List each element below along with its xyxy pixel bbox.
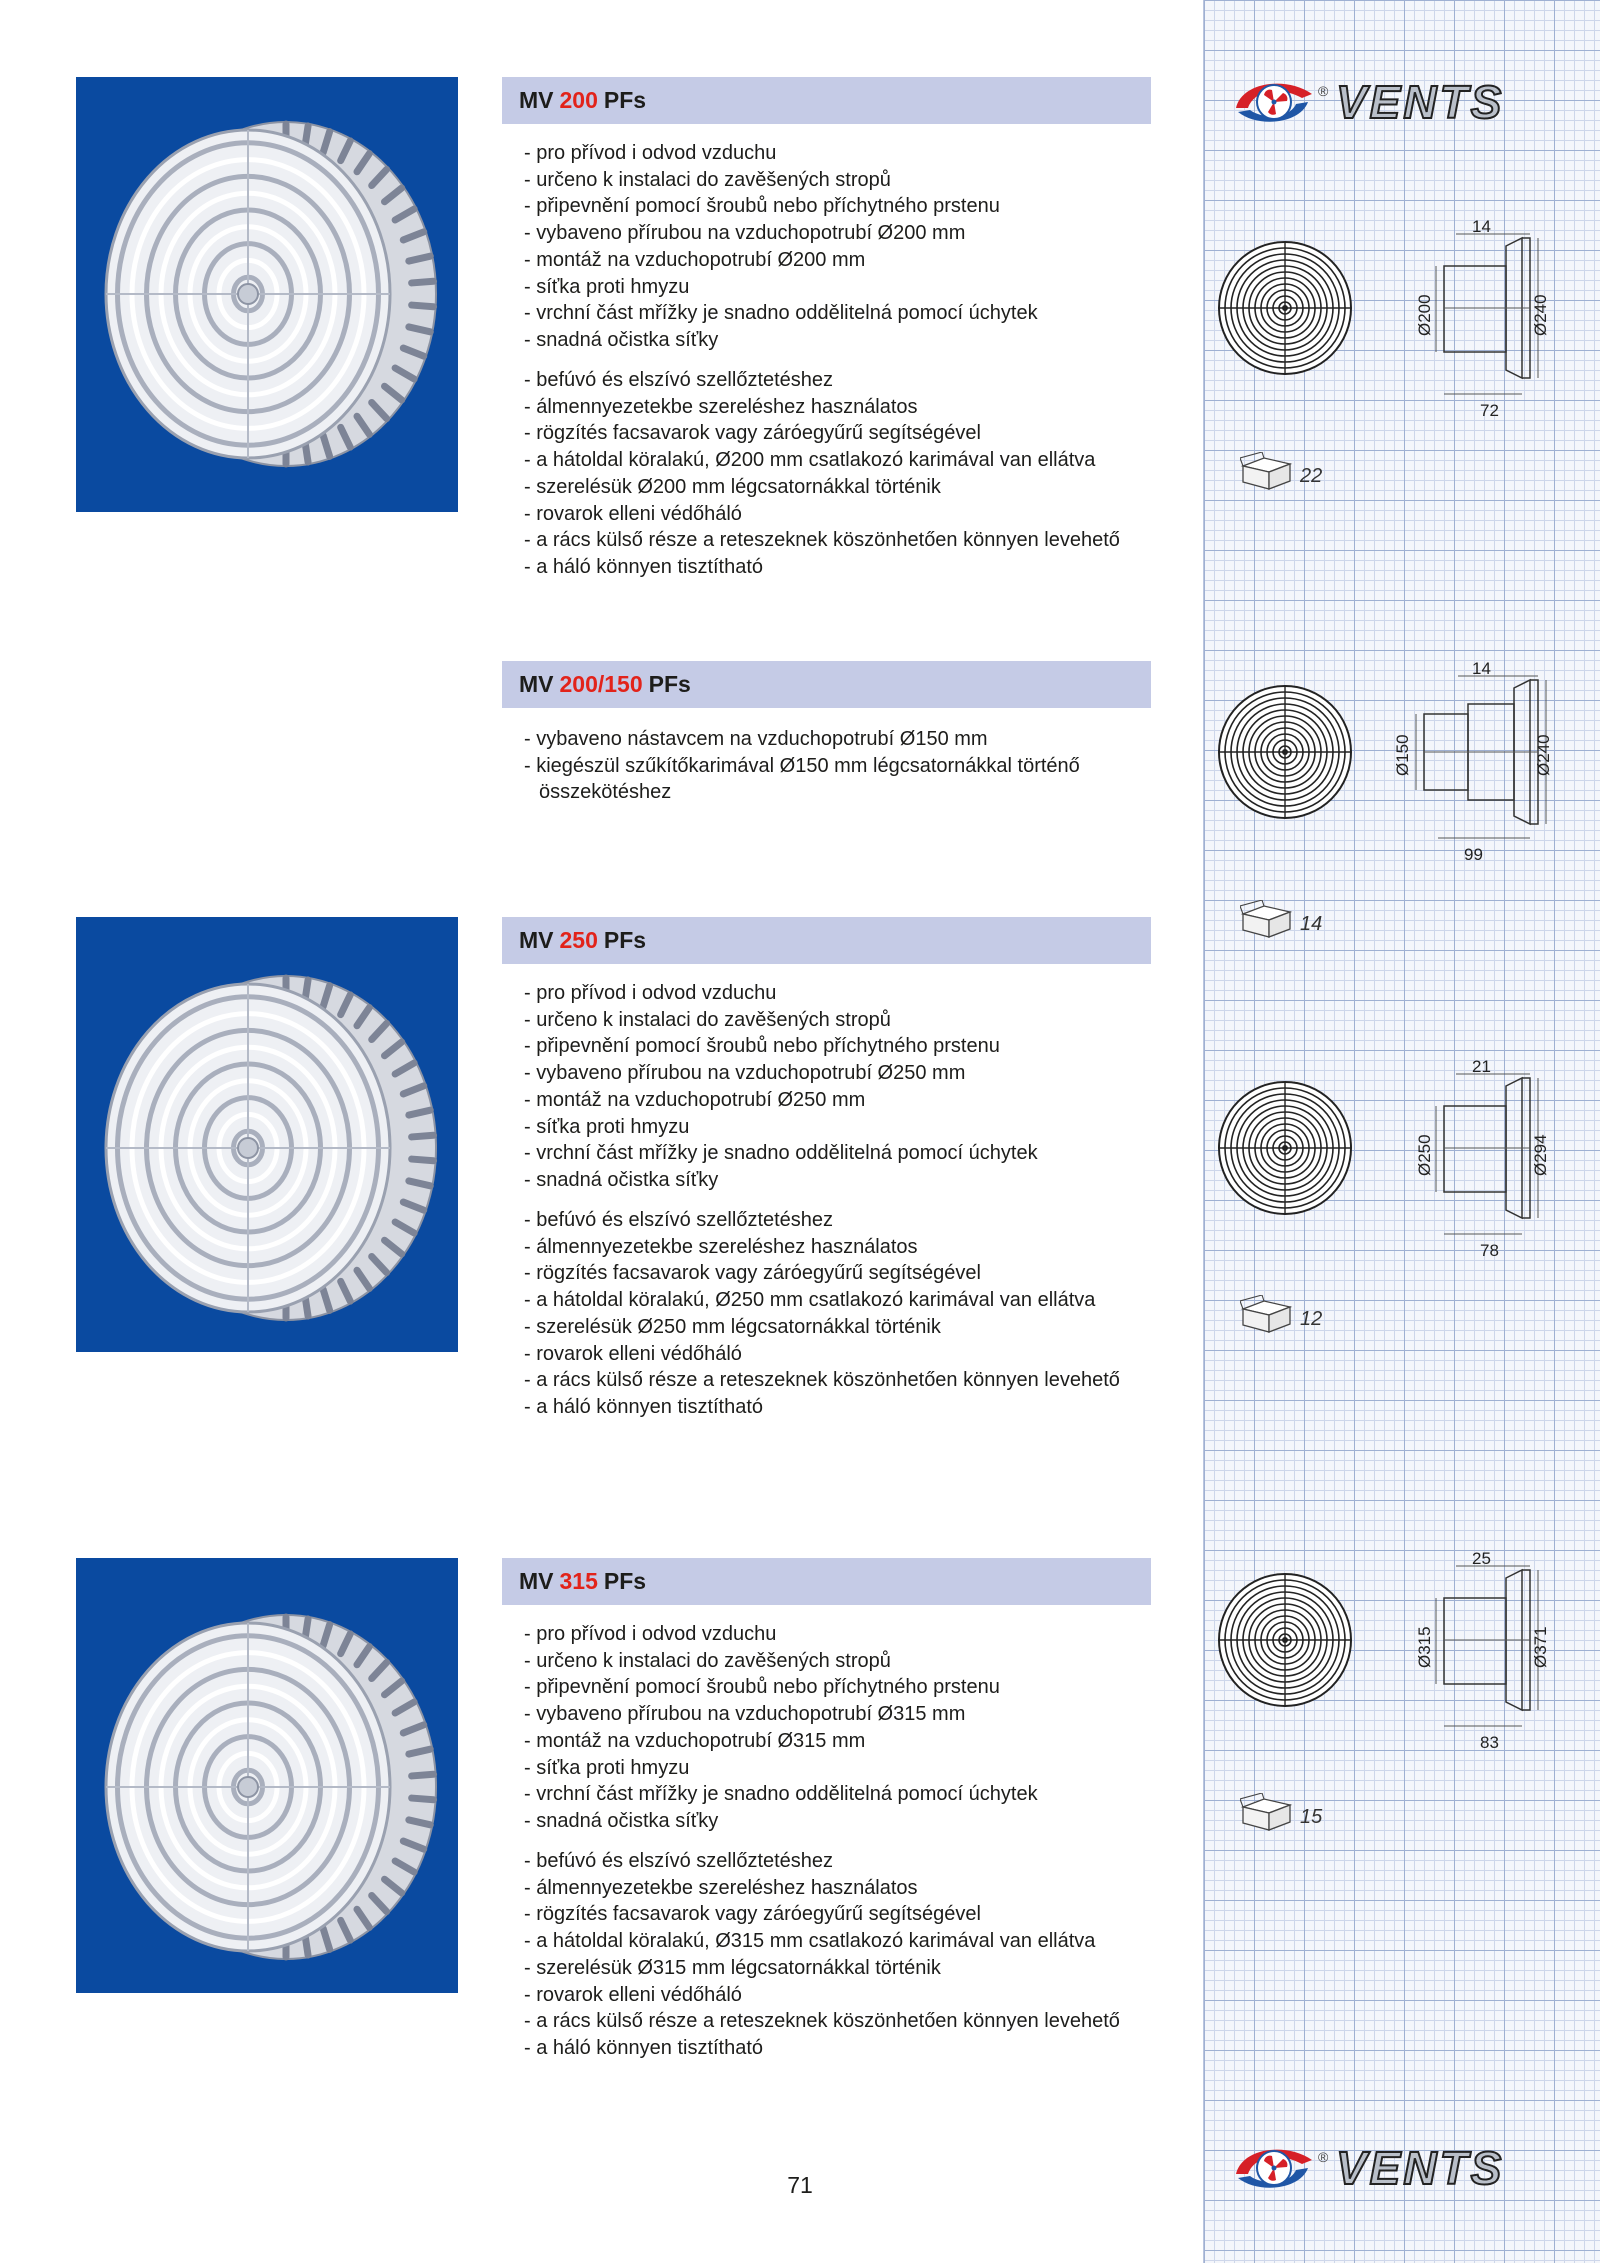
feature-item: - snadná očistka síťky [524, 1167, 1164, 1194]
diffuser-photo [76, 77, 458, 512]
feature-item: - szerelésük Ø250 mm légcsatornákkal történik [524, 1314, 1164, 1341]
feature-item: - pro přívod i odvod vzduchu [524, 980, 1164, 1007]
feature-item: - síťka proti hmyzu [524, 1755, 1164, 1782]
feature-item: - kiegészül szűkítőkarimával Ø150 mm légcsatornákkal történő összekötéshez [524, 753, 1154, 806]
model-prefix: MV [519, 1568, 554, 1594]
feature-item: - rovarok elleni védőháló [524, 1982, 1164, 2009]
brand-wordmark: VENTS [1336, 76, 1505, 127]
dim-inner-diameter: Ø250 [1415, 1134, 1434, 1176]
box-icon [1240, 900, 1290, 937]
product-title-mv200 [502, 77, 1151, 124]
dim-depth: 99 [1464, 845, 1483, 864]
dim-outer-diameter: Ø240 [1531, 294, 1550, 336]
feature-item: - álmennyezetekbe szereléshez használatos [524, 394, 1164, 421]
feature-item: - a rács külső része a reteszeknek köszönhetően könnyen levehető [524, 527, 1164, 554]
feature-item: - szerelésük Ø200 mm légcsatornákkal történik [524, 474, 1164, 501]
feature-item: - vrchní část mřížky je snadno oddělitelná pomocí úchytek [524, 300, 1164, 327]
feature-list-cz-mv200 [524, 140, 1164, 354]
feature-item: - vrchní část mřížky je snadno oddělitelná pomocí úchytek [524, 1140, 1164, 1167]
dim-depth: 83 [1480, 1733, 1499, 1752]
dim-outer-diameter: Ø371 [1531, 1626, 1550, 1668]
feature-item: - rögzítés facsavarok vagy záróegyűrű segítségével [524, 1260, 1164, 1287]
product-photo-mv200 [76, 77, 458, 512]
feature-item: - rögzítés facsavarok vagy záróegyűrű segítségével [524, 420, 1164, 447]
feature-item: - a hátoldal köralakú, Ø200 mm csatlakozó karimával van ellátva [524, 447, 1164, 474]
box-quantity-mv250 [1240, 1295, 1330, 1335]
feature-item: - určeno k instalaci do zavěšených stropů [524, 1007, 1164, 1034]
dim-flange: 14 [1472, 217, 1491, 236]
feature-item: - určeno k instalaci do zavěšených stropů [524, 167, 1164, 194]
technical-drawing-mv200 [1212, 208, 1582, 420]
feature-item: - montáž na vzduchopotrubí Ø200 mm [524, 247, 1164, 274]
side-view-drawing [1436, 234, 1538, 394]
feature-item: - a rács külső része a reteszeknek köszönhetően könnyen levehető [524, 2008, 1164, 2035]
feature-list-hu-mv200 [524, 367, 1164, 581]
feature-item: - a hátoldal köralakú, Ø250 mm csatlakozó karimával van ellátva [524, 1287, 1164, 1314]
dim-inner-diameter: Ø200 [1415, 294, 1434, 336]
registered-mark: ® [1318, 83, 1329, 99]
feature-item: - befúvó és elszívó szellőztetéshez [524, 1848, 1164, 1875]
page-number: 71 [787, 2172, 813, 2198]
feature-item: - a rács külső része a reteszeknek köszönhetően könnyen levehető [524, 1367, 1164, 1394]
brand-wordmark: VENTS [1336, 2142, 1505, 2193]
technical-drawing-mv315 [1212, 1540, 1582, 1752]
model-suffix: PFs [648, 671, 691, 697]
product-title-mv200-150 [502, 661, 1151, 708]
box-icon [1240, 1793, 1290, 1830]
feature-list-hu-mv315 [524, 1848, 1164, 2062]
feature-item: - montáž na vzduchopotrubí Ø250 mm [524, 1087, 1164, 1114]
vents-logo-bottom [1228, 2138, 1568, 2193]
product-title-mv315 [502, 1558, 1151, 1605]
feature-item: - síťka proti hmyzu [524, 1114, 1164, 1141]
dim-inner-diameter: Ø315 [1415, 1626, 1434, 1668]
side-view-drawing [1436, 1566, 1538, 1726]
model-size: 200/150 [559, 671, 643, 697]
feature-list-cz-mv250 [524, 980, 1164, 1194]
dim-depth: 72 [1480, 401, 1499, 420]
registered-mark: ® [1318, 2149, 1329, 2165]
feature-item: - vybaveno přírubou na vzduchopotrubí Ø200 mm [524, 220, 1164, 247]
dim-outer-diameter: Ø294 [1531, 1134, 1550, 1176]
feature-item: - a háló könnyen tisztítható [524, 554, 1164, 581]
diffuser-photo [76, 917, 458, 1352]
front-view-drawing [1219, 1082, 1351, 1214]
feature-item: - vrchní část mřížky je snadno oddělitelná pomocí úchytek [524, 1781, 1164, 1808]
model-prefix: MV [519, 671, 554, 697]
model-prefix: MV [519, 87, 554, 113]
feature-item: - álmennyezetekbe szereléshez használatos [524, 1875, 1164, 1902]
product-photo-mv315 [76, 1558, 458, 1993]
diffuser-photo [76, 1558, 458, 1993]
front-view-drawing [1219, 686, 1351, 818]
feature-list-cz-mv315 [524, 1621, 1164, 1835]
feature-item: - rovarok elleni védőháló [524, 1341, 1164, 1368]
product-photo-mv250 [76, 917, 458, 1352]
front-view-drawing [1219, 1574, 1351, 1706]
feature-item: - síťka proti hmyzu [524, 274, 1164, 301]
dim-flange: 21 [1472, 1057, 1491, 1076]
technical-drawing-mv200-150 [1212, 652, 1582, 864]
feature-item: - szerelésük Ø315 mm légcsatornákkal történik [524, 1955, 1164, 1982]
feature-item: - vybaveno nástavcem na vzduchopotrubí Ø150 mm [524, 726, 1154, 753]
diffuser-grille [106, 130, 390, 458]
model-size: 200 [559, 87, 598, 113]
feature-list-hu-mv250 [524, 1207, 1164, 1421]
feature-item: - álmennyezetekbe szereléshez használatos [524, 1234, 1164, 1261]
feature-list-mv200-150 [524, 726, 1154, 806]
feature-item: - připevnění pomocí šroubů nebo příchytného prstenu [524, 1033, 1164, 1060]
feature-item: - vybaveno přírubou na vzduchopotrubí Ø315 mm [524, 1701, 1164, 1728]
dim-outer-diameter: Ø240 [1534, 734, 1553, 776]
feature-item: - pro přívod i odvod vzduchu [524, 140, 1164, 167]
feature-item: - a háló könnyen tisztítható [524, 2035, 1164, 2062]
feature-item: - vybaveno přírubou na vzduchopotrubí Ø250 mm [524, 1060, 1164, 1087]
feature-item: - pro přívod i odvod vzduchu [524, 1621, 1164, 1648]
feature-item: - rovarok elleni védőháló [524, 501, 1164, 528]
model-suffix: PFs [603, 1568, 647, 1594]
side-view-drawing [1416, 676, 1546, 838]
diffuser-grille [106, 984, 390, 1312]
model-size: 315 [559, 1568, 598, 1594]
vents-logo-top [1228, 72, 1568, 127]
feature-item: - snadná očistka síťky [524, 327, 1164, 354]
feature-item: - a hátoldal köralakú, Ø315 mm csatlakozó karimával van ellátva [524, 1928, 1164, 1955]
feature-item: - befúvó és elszívó szellőztetéshez [524, 1207, 1164, 1234]
box-quantity-mv315 [1240, 1793, 1330, 1833]
box-icon [1240, 452, 1290, 489]
feature-item: - snadná očistka síťky [524, 1808, 1164, 1835]
box-quantity-value: 15 [1300, 1806, 1323, 1828]
side-view-drawing [1436, 1074, 1538, 1234]
feature-item: - befúvó és elszívó szellőztetéshez [524, 367, 1164, 394]
dim-flange: 14 [1472, 659, 1491, 678]
dim-flange: 25 [1472, 1549, 1491, 1568]
diffuser-grille [106, 1623, 390, 1951]
feature-item: - připevnění pomocí šroubů nebo příchytného prstenu [524, 1674, 1164, 1701]
box-quantity-value: 12 [1300, 1308, 1323, 1330]
box-quantity-value: 22 [1300, 465, 1323, 487]
model-suffix: PFs [603, 87, 647, 113]
box-quantity-mv200-150 [1240, 900, 1330, 940]
feature-item: - rögzítés facsavarok vagy záróegyűrű segítségével [524, 1901, 1164, 1928]
front-view-drawing [1219, 242, 1351, 374]
feature-item: - určeno k instalaci do zavěšených stropů [524, 1648, 1164, 1675]
technical-drawing-mv250 [1212, 1048, 1582, 1260]
box-quantity-mv200 [1240, 452, 1330, 492]
model-prefix: MV [519, 927, 554, 953]
box-quantity-value: 14 [1300, 913, 1323, 935]
model-size: 250 [559, 927, 598, 953]
model-suffix: PFs [603, 927, 647, 953]
feature-item: - a háló könnyen tisztítható [524, 1394, 1164, 1421]
product-title-mv250 [502, 917, 1151, 964]
dim-depth: 78 [1480, 1241, 1499, 1260]
box-icon [1240, 1295, 1290, 1332]
dim-inner-diameter: Ø150 [1393, 734, 1412, 776]
feature-item: - montáž na vzduchopotrubí Ø315 mm [524, 1728, 1164, 1755]
feature-item: - připevnění pomocí šroubů nebo příchytného prstenu [524, 193, 1164, 220]
